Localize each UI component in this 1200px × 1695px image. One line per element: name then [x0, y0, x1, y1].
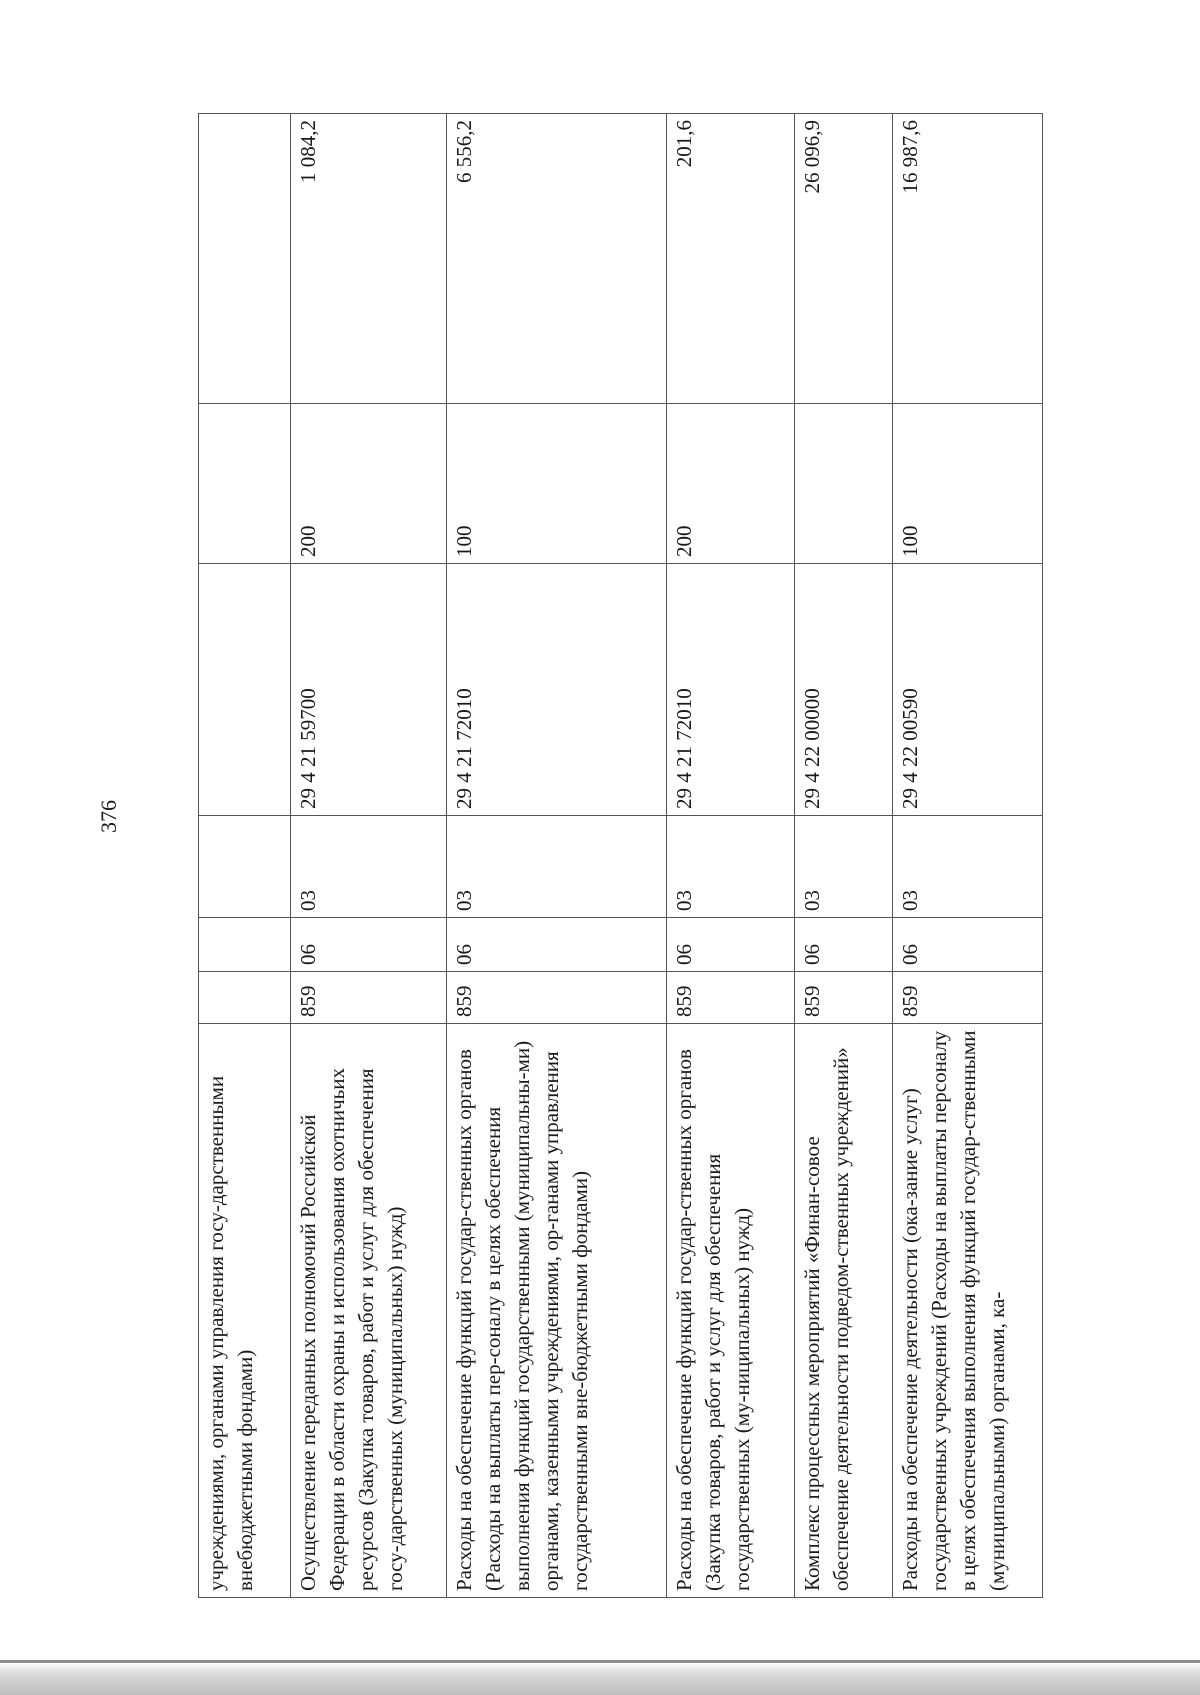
row-code-cell — [199, 972, 291, 1024]
row-sum-cell: 1 084,2 — [291, 114, 447, 404]
table-row — [893, 114, 1043, 1598]
row-subsection-cell: 03 — [291, 816, 447, 918]
row-type-cell: 200 — [291, 404, 447, 564]
row-name-cell: учреждениями, органами управления госу-дарственными внебюджетными фондами) — [199, 1024, 291, 1598]
row-code-cell: 859 — [795, 972, 893, 1024]
row-subsection-cell: 03 — [447, 816, 667, 918]
row-target-cell: 29 4 21 72010 — [447, 564, 667, 816]
row-section-cell: 06 — [893, 918, 1043, 972]
row-code-cell: 859 — [291, 972, 447, 1024]
row-target-cell — [199, 564, 291, 816]
row-type-cell: 100 — [893, 404, 1043, 564]
budget-table-rotated — [198, 114, 1098, 1598]
row-target-cell: 29 4 21 72010 — [667, 564, 795, 816]
row-type-cell — [795, 404, 893, 564]
row-target-cell: 29 4 22 00000 — [795, 564, 893, 816]
table-row — [795, 114, 893, 1598]
row-type-cell: 100 — [447, 404, 667, 564]
row-name-cell: Комплекс процессных мероприятий «Финан-совое обеспечение деятельности подведом-ственных учреждений» — [795, 1024, 893, 1598]
row-sum-cell: 26 096,9 — [795, 114, 893, 404]
row-sum-cell — [199, 114, 291, 404]
row-code-cell: 859 — [667, 972, 795, 1024]
row-name-cell: Расходы на обеспечение функций государ-ственных органов (Расходы на выплаты пер-соналу в целях обеспечения выполнения функций государственными (муниципальны-ми) органами, казенными учреждениями, ор-ганами управления государственными вне-бюджетными фондами) — [447, 1024, 667, 1598]
row-target-cell: 29 4 21 59700 — [291, 564, 447, 816]
row-name-cell: Осуществление переданных полномочий Российской Федерации в области охраны и использования охотничьих ресурсов (Закупка товаров, работ и услуг для обеспечения госу-дарственных (муниципальных) нужд) — [291, 1024, 447, 1598]
row-subsection-cell — [199, 816, 291, 918]
budget-table — [198, 113, 1043, 1598]
row-name-cell: Расходы на обеспечение деятельности (ока-зание услуг) государственных учреждений (Расходы на выплаты персоналу в целях обеспечения выполнения функций государ-ственными (муниципальными) органами, ка- — [893, 1024, 1043, 1598]
table-row — [447, 114, 667, 1598]
table-row — [667, 114, 795, 1598]
scan-edge-shadow — [0, 1664, 1200, 1695]
table-row — [199, 114, 291, 1598]
row-type-cell: 200 — [667, 404, 795, 564]
row-code-cell: 859 — [893, 972, 1043, 1024]
row-target-cell: 29 4 22 00590 — [893, 564, 1043, 816]
row-section-cell — [199, 918, 291, 972]
row-section-cell: 06 — [795, 918, 893, 972]
row-subsection-cell: 03 — [795, 816, 893, 918]
row-subsection-cell: 03 — [893, 816, 1043, 918]
row-name-cell: Расходы на обеспечение функций государ-ственных органов (Закупка товаров, работ и услуг для обеспечения государственных (му-ниципальных) нужд) — [667, 1024, 795, 1598]
table-row — [291, 114, 447, 1598]
row-type-cell — [199, 404, 291, 564]
row-section-cell: 06 — [667, 918, 795, 972]
row-code-cell: 859 — [447, 972, 667, 1024]
row-sum-cell: 6 556,2 — [447, 114, 667, 404]
scan-edge-line — [0, 1660, 1200, 1663]
row-section-cell: 06 — [291, 918, 447, 972]
page-number: 376 — [96, 800, 121, 833]
row-sum-cell: 16 987,6 — [893, 114, 1043, 404]
row-section-cell: 06 — [447, 918, 667, 972]
row-subsection-cell: 03 — [667, 816, 795, 918]
row-sum-cell: 201,6 — [667, 114, 795, 404]
